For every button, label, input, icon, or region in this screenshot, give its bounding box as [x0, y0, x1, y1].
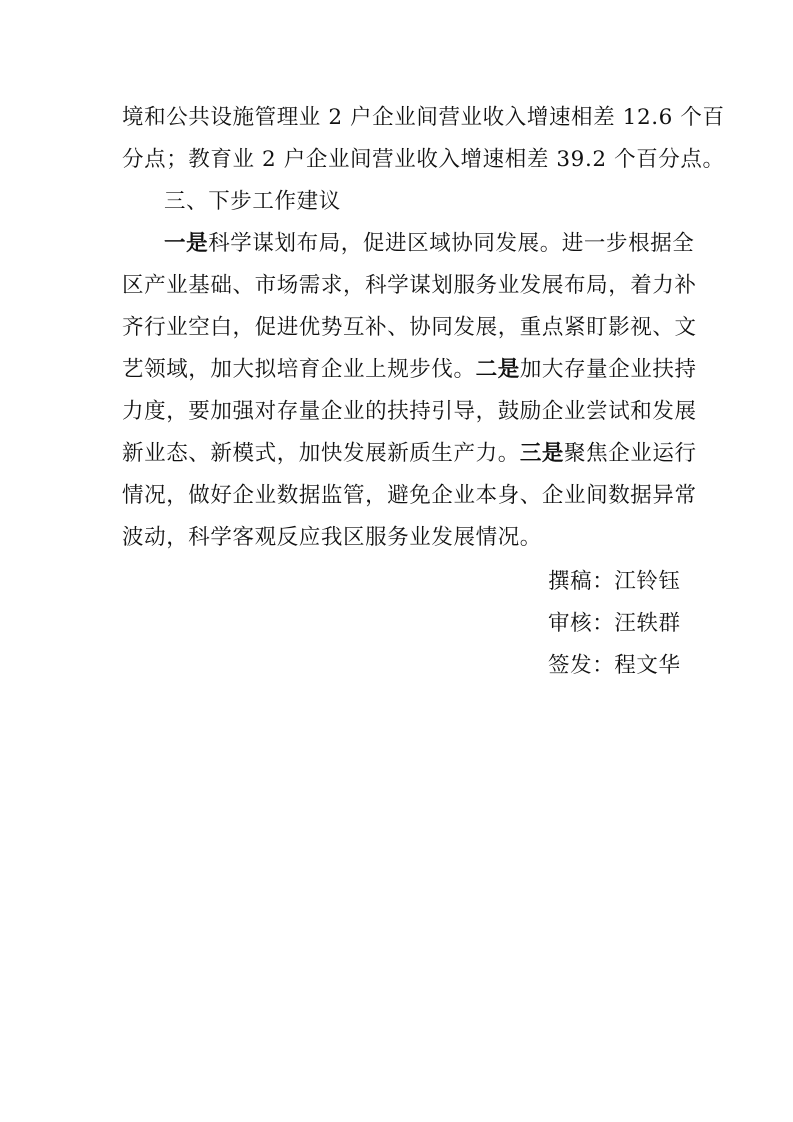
- point-two-lead: 二是: [475, 357, 520, 382]
- paragraph-line: 分点；教育业 2 户企业间营业收入增速相差 39.2 个百分点。: [122, 147, 725, 172]
- point-two-text: 加大存量企业扶持: [519, 357, 697, 382]
- paragraph-line: 区产业基础、市场需求，科学谋划服务业发展布局，着力补: [122, 273, 697, 298]
- paragraph-line: [122, 440, 697, 468]
- point-three-text: 聚焦企业运行: [564, 441, 697, 466]
- section-heading: 三、下步工作建议: [164, 189, 341, 214]
- point-one-lead: 一是: [164, 231, 209, 256]
- point-one-text: 艺领域，加大拟培育企业上规步伐。: [122, 357, 476, 382]
- paragraph-line: 力度，要加强对存量企业的扶持引导，鼓励企业尝试和发展: [122, 399, 697, 424]
- paragraph-line: 情况，做好企业数据监管，避免企业本身、企业间数据异常: [122, 483, 697, 508]
- point-one-text: 科学谋划布局，促进区域协同发展。进一步根据全: [208, 231, 695, 256]
- point-three-lead: 三是: [519, 441, 565, 466]
- paragraph-line: [164, 230, 724, 258]
- paragraph-line: 境和公共设施管理业 2 户企业间营业收入增速相差 12.6 个百: [122, 105, 725, 130]
- issuer-credit: 签发：程文华: [548, 653, 681, 678]
- reviewer-credit: 审核：汪轶群: [548, 611, 681, 636]
- paragraph-line: 波动，科学客观反应我区服务业发展情况。: [122, 525, 542, 550]
- point-two-text: 新业态、新模式，加快发展新质生产力。: [122, 441, 520, 466]
- paragraph-line: [122, 356, 697, 384]
- paragraph-line: 齐行业空白，促进优势互补、协同发展，重点紧盯影视、文: [122, 315, 697, 340]
- writer-credit: 撰稿：江铃钰: [548, 569, 681, 594]
